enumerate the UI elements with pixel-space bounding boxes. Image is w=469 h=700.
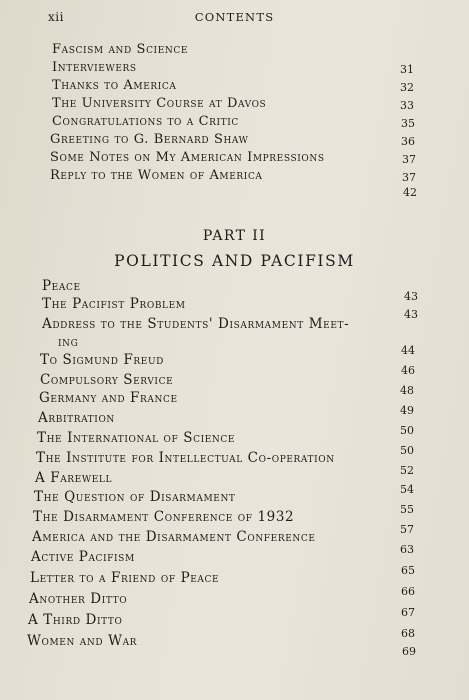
entry-page: 50 (400, 444, 414, 457)
toc-entry (0, 114, 469, 132)
entry-title: ing (58, 334, 79, 350)
entry-title: The Question of Disarmament (34, 489, 236, 505)
entry-page: 49 (400, 404, 414, 417)
entry-page: 31 (400, 63, 414, 76)
entry-page: 50 (400, 424, 414, 437)
toc-entry (0, 543, 469, 567)
toc-entry (0, 184, 469, 202)
entry-page: 37 (402, 153, 416, 166)
entry-title: Some Notes on My American Impressions (50, 150, 325, 165)
entry-title: Another Ditto (29, 591, 128, 607)
entry-title: Interviewers (52, 60, 137, 75)
toc-entry (0, 564, 469, 588)
entry-title: Greeting to G. Bernard Shaw (50, 132, 249, 147)
entry-page: 32 (400, 81, 414, 94)
toc-entry (0, 444, 469, 468)
toc-entry (0, 42, 469, 60)
toc-entry (0, 503, 469, 527)
page-header (0, 6, 469, 26)
entry-title: America and the Disarmament Conference (32, 529, 316, 545)
toc-entry (0, 404, 469, 428)
toc-entry (0, 334, 469, 352)
entry-page: 67 (401, 606, 415, 619)
entry-page: 44 (401, 344, 415, 357)
toc-entry (0, 585, 469, 609)
entry-page: 35 (401, 117, 415, 130)
toc-entry (0, 523, 469, 547)
entry-title: A Third Ditto (28, 612, 123, 628)
entry-title: Congratulations to a Critic (52, 114, 239, 129)
entry-page: 65 (401, 564, 415, 577)
toc-entry (0, 424, 469, 448)
entry-page: 69 (402, 645, 416, 658)
toc-entry (0, 78, 469, 96)
entry-title: The Institute for Intellectual Co-operation (36, 450, 335, 466)
entry-title: The Pacifist Problem (42, 296, 186, 312)
entry-title: Fascism and Science (52, 42, 189, 57)
entry-title: Compulsory Service (40, 372, 174, 388)
toc-entry (0, 384, 469, 408)
entry-page: 52 (400, 464, 414, 477)
entry-page: 43 (404, 308, 418, 321)
toc-entry (0, 464, 469, 488)
entry-page: 37 (402, 171, 416, 184)
toc-entry (0, 483, 469, 507)
entry-title: Arbitration (38, 410, 115, 426)
entry-title: The International of Science (37, 430, 236, 446)
toc-entry (0, 344, 469, 370)
entry-title: The University Course at Davos (52, 96, 267, 111)
entry-title: Reply to the Women of America (50, 168, 263, 183)
entry-title: Address to the Students' Disarmament Meet- (42, 316, 350, 332)
entry-page: 55 (400, 503, 414, 516)
entry-title: Letter to a Friend of Peace (30, 570, 220, 586)
entry-page: 66 (401, 585, 415, 598)
toc-entry (0, 96, 469, 114)
toc-entry (0, 308, 469, 334)
entry-page: 54 (400, 483, 414, 496)
entry-title: Thanks to America (52, 78, 177, 93)
entry-title: Active Pacifism (31, 549, 135, 565)
entry-page: 42 (403, 186, 417, 199)
entry-title: Women and War (27, 633, 138, 649)
entry-title: A Farewell (35, 470, 113, 486)
toc-entry (0, 150, 469, 168)
entry-title: The Disarmament Conference of 1932 (33, 509, 295, 525)
entry-title: To Sigmund Freud (40, 352, 164, 368)
toc-entry (0, 645, 469, 669)
toc-entry (0, 627, 469, 651)
toc-entry (0, 606, 469, 630)
toc-entry (0, 132, 469, 150)
entry-page: 33 (400, 99, 414, 112)
running-head: CONTENTS (194, 10, 275, 24)
entry-page: 46 (401, 364, 415, 377)
entry-page: 63 (400, 543, 414, 556)
entry-title: Peace (42, 278, 81, 294)
toc-entry (0, 290, 469, 314)
toc-entry (0, 60, 469, 78)
toc-entry (0, 364, 469, 390)
entry-page: 43 (404, 290, 418, 303)
entry-page: 48 (400, 384, 414, 397)
entry-title: Germany and France (39, 390, 178, 406)
page-folio: xii (48, 10, 64, 24)
part-label: PART II (202, 228, 267, 244)
entry-page: 57 (400, 523, 414, 536)
toc-entry (0, 278, 469, 296)
entry-page: 68 (401, 627, 415, 640)
entry-page: 36 (401, 135, 415, 148)
part-title: POLITICS AND PACIFISM (114, 252, 355, 270)
